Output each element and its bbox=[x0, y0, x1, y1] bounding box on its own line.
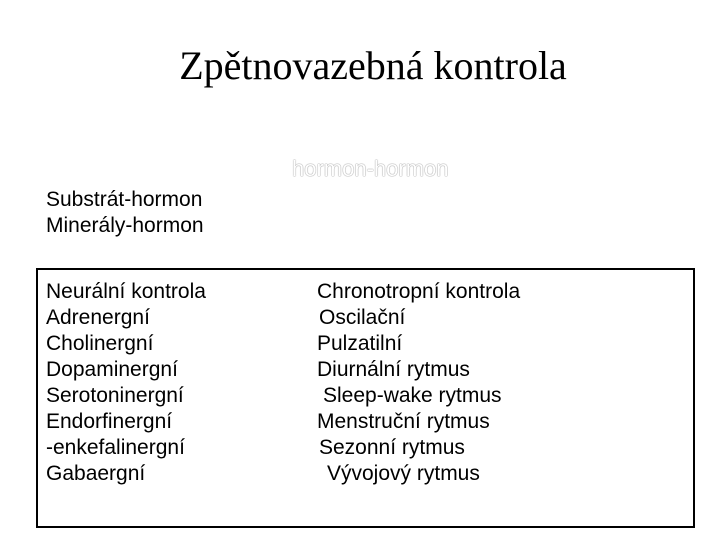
list-item: Cholinergní bbox=[46, 332, 154, 355]
list-item: Substrát-hormon bbox=[46, 188, 203, 211]
list-item: Chronotropní kontrola bbox=[317, 280, 521, 303]
control-types-box bbox=[36, 268, 695, 528]
list-item: Gabaergní bbox=[46, 462, 146, 485]
list-item: Vývojový rytmus bbox=[327, 462, 480, 485]
list-item: Oscilační bbox=[319, 306, 406, 329]
list-item: Dopaminergní bbox=[46, 358, 178, 381]
list-item: Sleep-wake rytmus bbox=[323, 384, 502, 407]
list-item: Pulzatilní bbox=[317, 332, 403, 355]
list-item: Endorfinergní bbox=[46, 410, 173, 433]
faint-heading: hormon-hormon bbox=[292, 156, 449, 181]
list-item: -enkefalinergní bbox=[46, 436, 185, 459]
list-item: Neurální kontrola bbox=[46, 280, 206, 303]
top-list bbox=[46, 187, 204, 239]
list-item: Serotoninergní bbox=[46, 384, 184, 407]
neural-control-column bbox=[46, 279, 206, 487]
slide-title: Zpětnovazebná kontrola bbox=[179, 43, 567, 88]
list-item: Adrenergní bbox=[46, 306, 150, 329]
list-item: Diurnální rytmus bbox=[317, 358, 470, 381]
list-item: Sezonní rytmus bbox=[319, 436, 465, 459]
list-item: Menstruční rytmus bbox=[317, 410, 490, 433]
list-item: Minerály-hormon bbox=[46, 214, 204, 237]
